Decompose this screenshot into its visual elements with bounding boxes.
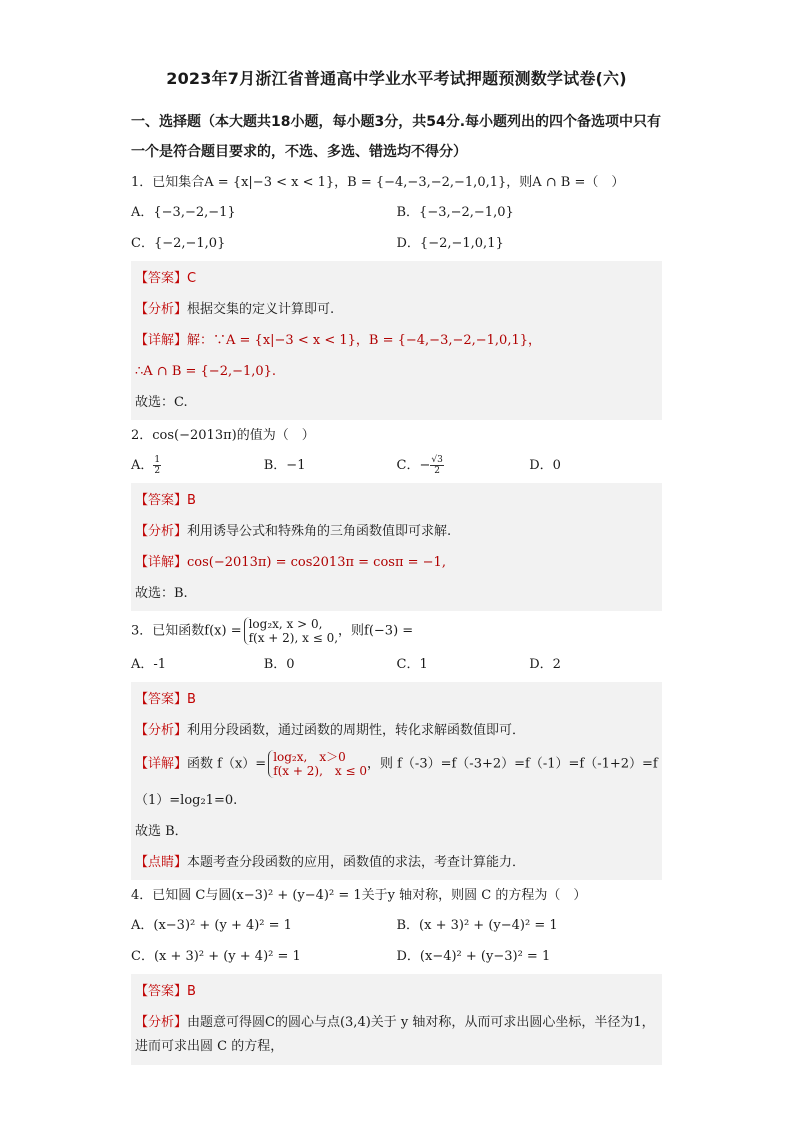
answer-row <box>135 263 658 294</box>
exam-title: 2023年7月浙江省普通高中学业水平考试押题预测数学试卷(六) <box>166 69 627 88</box>
analysis-row <box>135 294 658 325</box>
comment-text: 本题考查分段函数的应用，函数值的求法，考查计算能力． <box>187 855 526 870</box>
question-2 <box>131 426 662 611</box>
question-stem <box>131 617 662 645</box>
option-a: A．-1 <box>131 657 167 672</box>
question-1 <box>131 173 662 420</box>
answer-row <box>135 485 658 516</box>
detail-tag: 【详解】 <box>135 333 188 348</box>
option-list <box>131 649 662 680</box>
detail-text: cos(−2013π) = cos2013π = cosπ = −1, <box>187 555 446 570</box>
answer-value: B <box>187 984 196 999</box>
detail-row <box>135 325 658 356</box>
option-list <box>131 910 662 972</box>
option-b: B．(x + 3)² + (y−4)² = 1 <box>396 918 558 933</box>
answer-value: C <box>187 271 197 286</box>
detail-row-2: ∴A ∩ B = {−2,−1,0}. <box>135 364 277 379</box>
piecewise-function <box>268 750 367 778</box>
analysis-tag: 【分析】 <box>135 1015 188 1030</box>
detail-tag: 【详解】 <box>135 756 188 772</box>
answer-tag: 【答案】 <box>135 692 188 707</box>
detail-row <box>135 746 658 785</box>
question-4 <box>131 886 662 1065</box>
question-stem: 1．已知集合A = {x|−3 < x < 1}，B = {−4,−3,−2,−1,0,1}，则A ∩ B =（ ） <box>131 175 625 190</box>
option-b: B．{−3,−2,−1,0} <box>396 205 514 220</box>
analysis-text: 利用诱导公式和特殊角的三角函数值即可求解. <box>187 524 452 539</box>
option-b: B．0 <box>263 657 295 672</box>
piecewise-case-2: f(x + 2), x ≤ 0 <box>273 764 367 778</box>
fraction-denominator: 2 <box>154 466 161 476</box>
stem-suffix: ，则f(−3) = <box>338 623 414 639</box>
analysis-text: 利用分段函数，通过函数的周期性，转化求解函数值即可． <box>187 723 526 738</box>
option-label: A． <box>131 458 154 473</box>
answer-box <box>131 483 662 611</box>
analysis-row <box>135 516 658 547</box>
answer-box <box>131 261 662 420</box>
answer-value: B <box>187 692 196 707</box>
answer-box <box>131 974 662 1065</box>
piecewise-case-2: f(x + 2), x ≤ 0, <box>248 631 339 645</box>
detail-text: 解：∵A = {x|−3 < x < 1}，B = {−4,−3,−2,−1,0,1}， <box>187 333 542 348</box>
fraction <box>430 455 443 476</box>
fraction-numerator: √3 <box>431 455 443 465</box>
detail-tag: 【详解】 <box>135 555 188 570</box>
analysis-text: 由题意可得圆C的圆心与点(3,4)关于 y 轴对称，从而可求出圆心坐标，半径为1，进而可求出圆 C 的方程， <box>135 1015 655 1054</box>
answer-tag: 【答案】 <box>135 271 188 286</box>
analysis-row <box>135 1007 658 1063</box>
piecewise-function <box>244 617 338 645</box>
option-d: D．0 <box>529 458 561 473</box>
detail-prefix: 函数 f（x）= <box>187 756 267 772</box>
answer-row <box>135 684 658 715</box>
option-d: D．(x−4)² + (y−3)² = 1 <box>396 949 551 964</box>
piecewise-case-1: log₂x, x＞0 <box>273 750 346 764</box>
analysis-tag: 【分析】 <box>135 723 188 738</box>
option-c: C．1 <box>396 657 428 672</box>
answer-tag: 【答案】 <box>135 493 188 508</box>
option-list <box>131 450 662 481</box>
question-stem: 4．已知圆 C与圆(x−3)² + (y−4)² = 1关于y 轴对称，则圆 C 的方程为（ ） <box>131 888 587 903</box>
option-d: D．2 <box>529 657 561 672</box>
option-d: D．{−2,−1,0,1} <box>396 236 504 251</box>
option-list <box>131 197 662 259</box>
question-stem: 2．cos(−2013π)的值为（ ） <box>131 428 315 443</box>
option-a <box>131 450 264 481</box>
piecewise-case-1: log₂x, x > 0, <box>248 617 323 631</box>
option-c: C．{−2,−1,0} <box>131 236 226 251</box>
comment-row <box>135 847 658 878</box>
answer-value: B <box>187 493 196 508</box>
analysis-tag: 【分析】 <box>135 302 188 317</box>
question-3 <box>131 617 662 880</box>
detail-row-2: （1）=log₂1=0. <box>135 793 238 808</box>
choice-row: 故选：C. <box>135 395 188 410</box>
detail-suffix: ，则 f（-3）=f（-3+2）=f（-1）=f（-1+2）=f <box>366 756 658 772</box>
choice-row: 故选 B． <box>135 824 188 839</box>
analysis-tag: 【分析】 <box>135 524 188 539</box>
comment-tag: 【点睛】 <box>135 855 188 870</box>
fraction-denominator: 2 <box>434 466 440 476</box>
fraction <box>153 455 161 476</box>
answer-box <box>131 682 662 880</box>
option-label: C．− <box>396 458 431 473</box>
analysis-row <box>135 715 658 746</box>
section-heading: 一、选择题（本大题共18小题，每小题3分，共54分.每小题列出的四个备选项中只有一个是符合题目要求的，不选、多选、错选均不得分） <box>131 114 662 160</box>
exam-page <box>131 66 662 1069</box>
option-b: B．−1 <box>263 458 306 473</box>
answer-tag: 【答案】 <box>135 984 188 999</box>
detail-row <box>135 547 658 578</box>
option-a: A．{−3,−2,−1} <box>131 205 236 220</box>
option-a: A．(x−3)² + (y + 4)² = 1 <box>131 918 292 933</box>
answer-row <box>135 976 658 1007</box>
stem-prefix: 3．已知函数f(x) = <box>131 623 242 639</box>
analysis-text: 根据交集的定义计算即可. <box>187 302 335 317</box>
option-c <box>397 450 530 481</box>
choice-row: 故选：B. <box>135 586 188 601</box>
fraction-numerator: 1 <box>154 455 161 465</box>
option-c: C．(x + 3)² + (y + 4)² = 1 <box>131 949 301 964</box>
